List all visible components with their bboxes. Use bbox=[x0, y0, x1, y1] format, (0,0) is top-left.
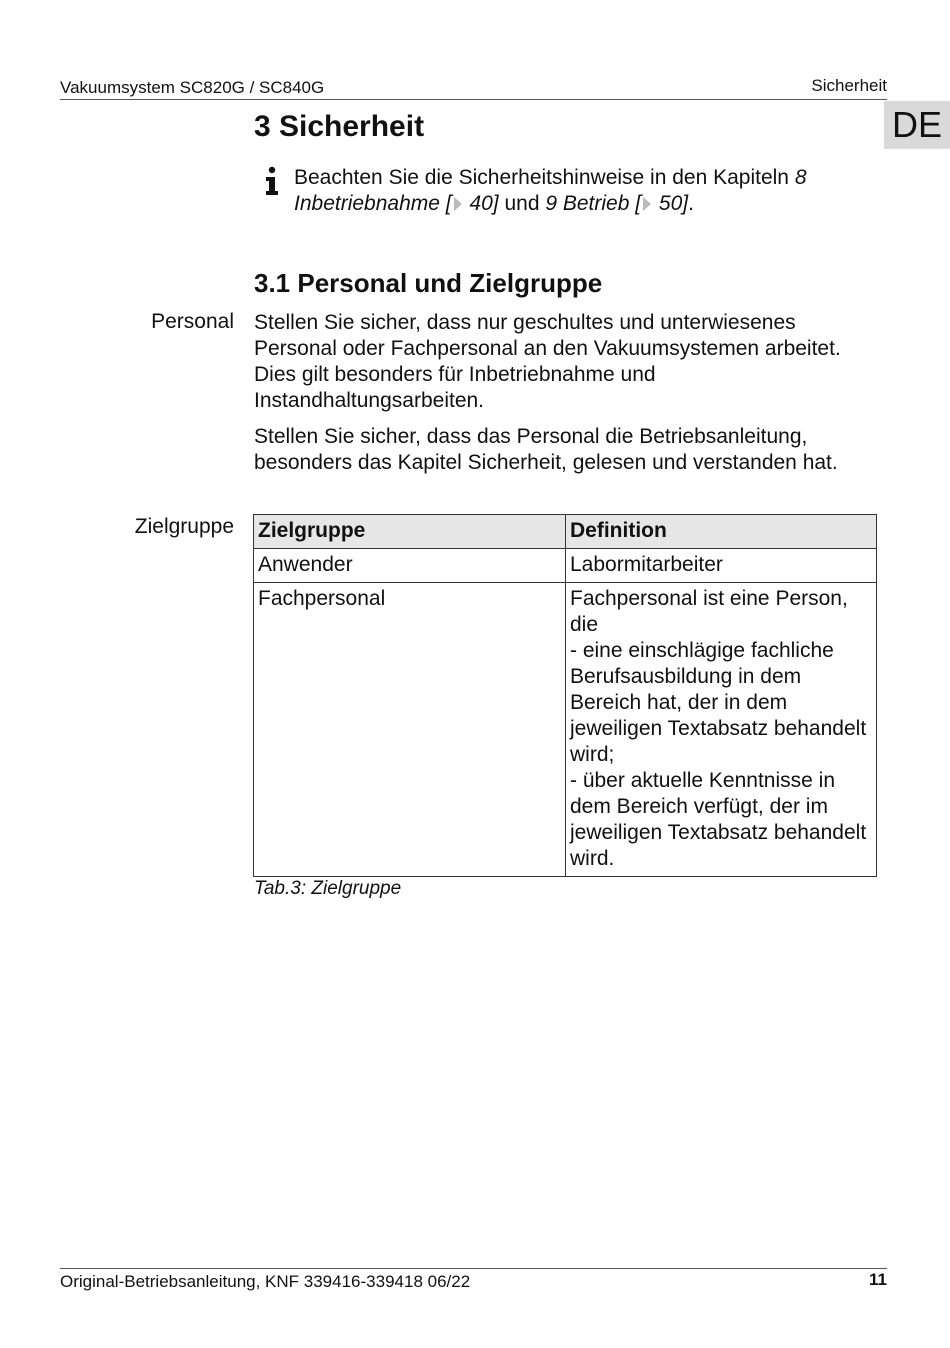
table-cell-definition bbox=[566, 583, 877, 877]
footer-document-id: Original-Betriebsanleitung, KNF 339416-339418 06/22 bbox=[60, 1272, 471, 1291]
header-rule bbox=[60, 99, 887, 100]
header-document-title: Vakuumsystem SC820G / SC840G bbox=[60, 78, 325, 97]
language-tab: DE bbox=[884, 101, 950, 149]
header-chapter-name: Sicherheit bbox=[811, 76, 887, 95]
link-page: 40] bbox=[463, 192, 499, 215]
paragraph-betriebsanleitung: Stellen Sie sicher, dass das Personal die Betriebsanleitung, besonders das Kapitel Sicherheit, gelesen und verstanden hat. bbox=[254, 425, 838, 474]
chapter-title: 3 Sicherheit bbox=[254, 110, 425, 143]
link-text: 8 Inbetriebnahme [ bbox=[294, 166, 807, 215]
margin-label-zielgruppe: Zielgruppe bbox=[134, 515, 234, 538]
table-header-row bbox=[254, 515, 877, 549]
column-header-definition: Definition bbox=[566, 515, 877, 549]
paragraph-personal: Stellen Sie sicher, dass nur geschultes und unterwiesenes Personal oder Fachpersonal an den Vakuumsystemen arbeitet. Dies gilt besonders für Inbetriebnahme und Instandhaltungsarbeiten. bbox=[254, 311, 841, 412]
note-text: und bbox=[498, 192, 546, 215]
page-arrow-icon bbox=[454, 197, 462, 211]
chapter-link-betrieb[interactable] bbox=[545, 192, 688, 215]
target-group-table bbox=[253, 514, 877, 877]
table-row bbox=[254, 583, 877, 877]
definition-line: Fachpersonal ist eine Person, die bbox=[570, 587, 848, 636]
definition-line: - eine einschlägige fachliche Berufsausbildung in dem Bereich hat, der in dem jeweiligen Textabsatz behandelt wird; bbox=[570, 639, 867, 766]
table-cell-group: Fachpersonal bbox=[254, 583, 566, 877]
safety-note bbox=[294, 165, 864, 217]
page-arrow-icon bbox=[643, 197, 651, 211]
margin-label-personal: Personal bbox=[151, 310, 234, 333]
link-text: 9 Betrieb [ bbox=[545, 192, 642, 215]
note-text: . bbox=[688, 192, 694, 215]
link-page: 50] bbox=[653, 192, 689, 215]
definition-line: Labormitarbeiter bbox=[570, 553, 723, 576]
table-cell-group: Anwender bbox=[254, 549, 566, 583]
section-title: 3.1 Personal und Zielgruppe bbox=[254, 268, 603, 298]
page-number: 11 bbox=[869, 1270, 887, 1289]
table-row bbox=[254, 549, 877, 583]
table-cell-definition bbox=[566, 549, 877, 583]
column-header-zielgruppe: Zielgruppe bbox=[254, 515, 566, 549]
table-caption: Tab.3: Zielgruppe bbox=[254, 878, 402, 899]
note-text: Beachten Sie die Sicherheitshinweise in den Kapiteln bbox=[294, 166, 795, 189]
footer-rule bbox=[60, 1268, 887, 1269]
definition-line: - über aktuelle Kenntnisse in dem Bereich verfügt, der im jeweiligen Textabsatz behandelt wird. bbox=[570, 769, 867, 870]
info-icon bbox=[262, 166, 282, 196]
